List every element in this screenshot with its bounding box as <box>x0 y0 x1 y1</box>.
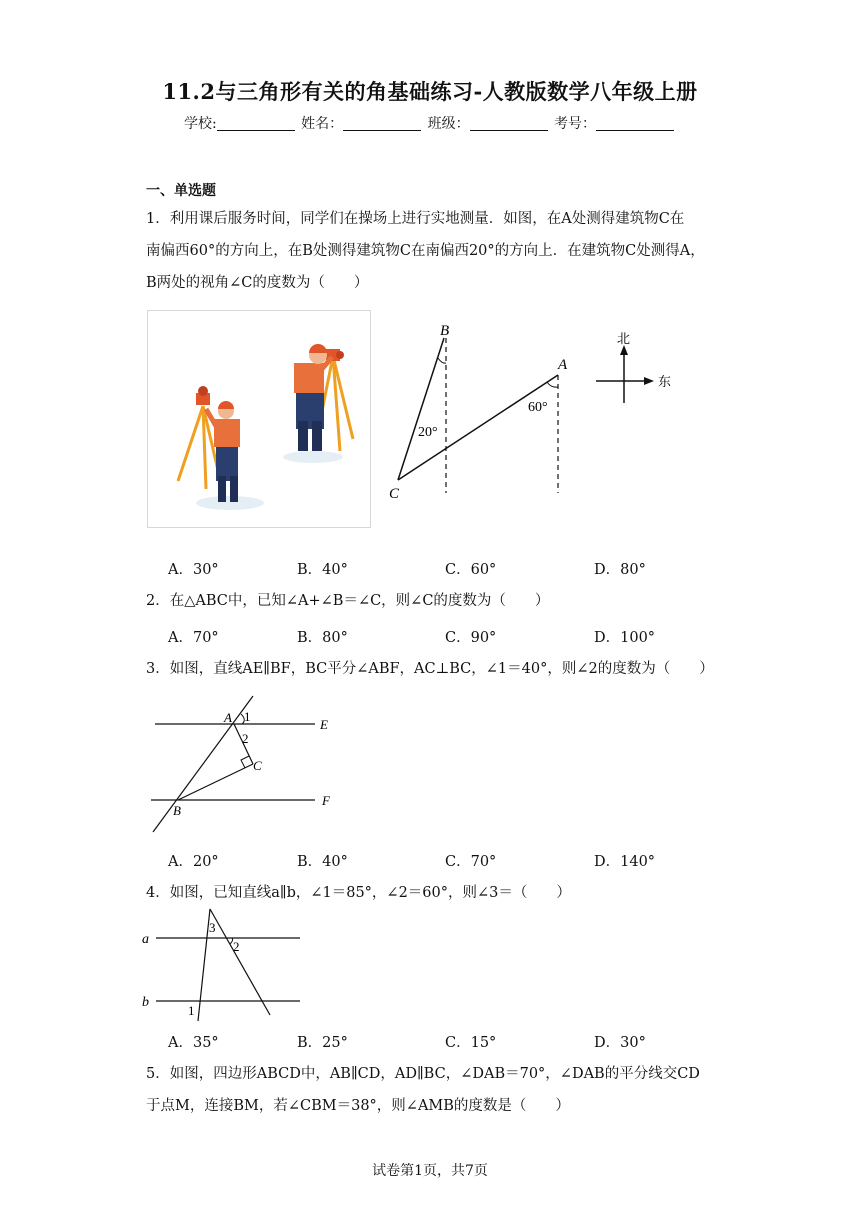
school-blank[interactable] <box>217 116 295 131</box>
q2-option-d[interactable]: D．100° <box>594 630 656 646</box>
q2-option-b[interactable]: B．80° <box>297 630 348 646</box>
q3-label-1: 1 <box>244 709 251 724</box>
q3-label-2: 2 <box>242 731 249 746</box>
q1-label-b: B <box>440 323 450 339</box>
q1-option-d[interactable]: D．80° <box>594 562 646 578</box>
q3-label-f: F <box>322 793 330 808</box>
q4-text: 4．如图，已知直线a∥b，∠1＝85°，∠2＝60°，则∠3＝（ ） <box>146 885 571 901</box>
q1-label-c: C <box>389 486 400 502</box>
compass-icon <box>590 325 680 410</box>
page-title: 11.2与三角形有关的角基础练习-人教版数学八年级上册 <box>162 79 698 104</box>
q4-label-3: 3 <box>209 920 216 935</box>
q1-angle-20: 20° <box>418 425 438 440</box>
q1-option-a[interactable]: A．30° <box>168 562 219 578</box>
compass-east: 东 <box>658 375 672 390</box>
q4-label-b: b <box>142 995 149 1010</box>
q3-figure <box>145 690 345 835</box>
q3-text: 3．如图，直线AE∥BF，BC平分∠ABF，AC⊥BC，∠1＝40°，则∠2的度数为（ ） <box>146 661 714 677</box>
q2-text: 2．在△ABC中，已知∠A+∠B＝∠C，则∠C的度数为（ ） <box>146 593 550 609</box>
q1-line3: B两处的视角∠C的度数为（ ） <box>146 275 369 291</box>
q2-option-a[interactable]: A．70° <box>168 630 219 646</box>
q4-option-c[interactable]: C．15° <box>445 1035 497 1051</box>
q1-option-c[interactable]: C．60° <box>445 562 497 578</box>
q4-label-1: 1 <box>188 1003 195 1018</box>
student-info-line <box>0 113 860 133</box>
q3-option-d[interactable]: D．140° <box>594 854 656 870</box>
q4-label-2: 2 <box>233 939 240 954</box>
class-blank[interactable] <box>470 116 548 131</box>
name-blank[interactable] <box>343 116 421 131</box>
section-heading: 一、单选题 <box>146 183 216 199</box>
q3-label-a: A <box>224 710 232 725</box>
q3-label-c: C <box>253 758 262 773</box>
class-label: 班级： <box>427 116 470 132</box>
page-footer: 试卷第1页，共7页 <box>372 1163 488 1179</box>
school-label: 学校: <box>183 116 217 132</box>
q4-option-a[interactable]: A．35° <box>168 1035 219 1051</box>
q1-angle-60: 60° <box>528 400 548 415</box>
q5-line2: 于点M，连接BM，若∠CBM＝38°，则∠AMB的度数是（ ） <box>146 1098 570 1114</box>
surveyor-illustration <box>147 310 371 528</box>
q3-label-e: E <box>320 717 328 732</box>
q1-triangle-figure <box>385 318 585 508</box>
number-label: 考号： <box>554 116 597 132</box>
q2-option-c[interactable]: C．90° <box>445 630 497 646</box>
q4-option-d[interactable]: D．30° <box>594 1035 646 1051</box>
q3-option-b[interactable]: B．40° <box>297 854 348 870</box>
q1-label-a: A <box>558 357 568 373</box>
compass-north: 北 <box>617 332 631 347</box>
q4-figure <box>138 905 308 1025</box>
q3-label-b: B <box>173 803 181 818</box>
q4-option-b[interactable]: B．25° <box>297 1035 348 1051</box>
q4-label-a: a <box>142 932 149 947</box>
q5-line1: 5．如图，四边形ABCD中，AB∥CD，AD∥BC，∠DAB＝70°，∠DAB的平分线交CD <box>146 1066 700 1082</box>
q1-option-b[interactable]: B．40° <box>297 562 348 578</box>
q1-line2: 南偏西60°的方向上，在B处测得建筑物C在南偏西20°的方向上．在建筑物C处测得A， <box>146 243 705 259</box>
number-blank[interactable] <box>596 116 674 131</box>
q3-option-c[interactable]: C．70° <box>445 854 497 870</box>
name-label: 姓名： <box>301 116 344 132</box>
q1-line1: 1．利用课后服务时间，同学们在操场上进行实地测量．如图，在A处测得建筑物C在 <box>146 211 685 227</box>
q3-option-a[interactable]: A．20° <box>168 854 219 870</box>
